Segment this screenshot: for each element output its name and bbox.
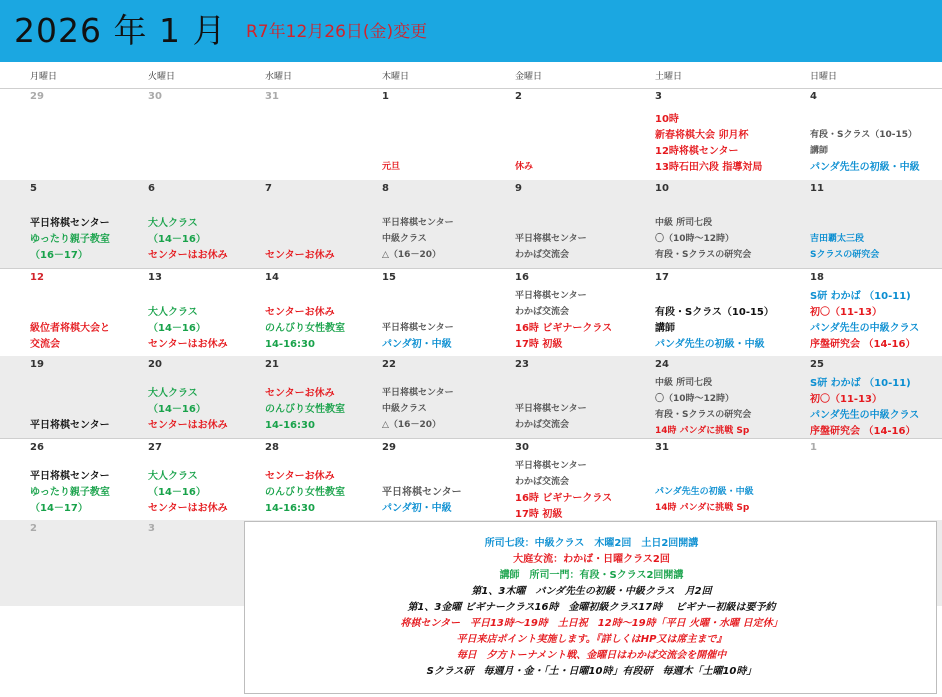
- calendar-event: 10時: [655, 114, 679, 125]
- day-cell[interactable]: [625, 88, 780, 180]
- calendar-event: のんびり女性教室: [265, 487, 345, 498]
- day-cell[interactable]: [0, 180, 118, 268]
- calendar-event: 14-16:30: [265, 503, 315, 514]
- day-number: 20: [148, 359, 162, 370]
- calendar-event: 新春将棋大会 卯月杯: [655, 130, 749, 141]
- calendar-event: センターはお休み: [148, 339, 228, 350]
- day-number: 6: [148, 183, 155, 194]
- calendar-event: 平日将棋センター: [30, 471, 110, 482]
- day-cell[interactable]: [235, 88, 352, 180]
- calendar-event: 初〇（11-13）: [810, 394, 882, 405]
- weekday-4: 金曜日: [515, 72, 543, 82]
- calendar-event: 交流会: [30, 339, 60, 350]
- day-cell[interactable]: [352, 180, 485, 268]
- calendar-event: 平日将棋センター: [382, 218, 454, 228]
- day-number: 22: [382, 359, 396, 370]
- calendar-event: 17時 初級: [515, 339, 563, 350]
- calendar-event: 大人クラス: [148, 471, 198, 482]
- calendar-event: 14-16:30: [265, 420, 315, 431]
- calendar-event: 17時 初級: [515, 509, 563, 520]
- calendar-event: △（16－20）: [382, 250, 441, 260]
- calendar-event: 13時石田六段 指導対局: [655, 162, 763, 173]
- day-number: 13: [148, 272, 162, 283]
- day-number: 18: [810, 272, 824, 283]
- calendar-event: S研 わかば （10-11): [810, 378, 911, 389]
- day-cell[interactable]: [780, 269, 942, 357]
- day-number: 30: [515, 442, 529, 453]
- calendar-event: 級位者将棋大会と: [30, 323, 110, 334]
- info-note: Sクラス研 毎週月・金・「土・日曜10時」有段研 毎週木「土曜10時」: [426, 666, 757, 677]
- calendar-event: 平日将棋センター: [382, 388, 454, 398]
- info-note: 第1、3木曜 パンダ先生の初級・中級クラス 月2回: [471, 586, 712, 597]
- day-number: 17: [655, 272, 669, 283]
- calendar-event: 16時 ビギナークラス: [515, 323, 613, 334]
- day-cell[interactable]: [0, 520, 118, 606]
- day-number: 23: [515, 359, 529, 370]
- weekday-3: 木曜日: [382, 72, 410, 82]
- calendar-event: 平日将棋センター: [515, 234, 587, 244]
- day-cell[interactable]: [118, 439, 235, 521]
- week-row: [0, 88, 942, 180]
- calendar-event: 序盤研究会 （14-16）: [810, 339, 916, 350]
- calendar-event: わかば交流会: [515, 250, 570, 260]
- day-cell[interactable]: [352, 439, 485, 521]
- day-number: 31: [265, 91, 279, 102]
- calendar-event: （14－16）: [148, 323, 206, 334]
- day-cell[interactable]: [352, 269, 485, 357]
- weekday-1: 火曜日: [148, 72, 176, 82]
- day-cell[interactable]: [235, 356, 352, 438]
- day-cell[interactable]: [0, 356, 118, 438]
- calendar-event: パンダ先生の初級・中級: [655, 339, 765, 350]
- day-cell[interactable]: [235, 439, 352, 521]
- day-cell[interactable]: [118, 520, 235, 606]
- day-cell[interactable]: [235, 269, 352, 357]
- calendar-event: パンダ初・中級: [382, 503, 452, 514]
- calendar-event: 平日将棋センター: [515, 461, 587, 471]
- day-cell[interactable]: [485, 269, 625, 357]
- day-cell[interactable]: [0, 439, 118, 521]
- calendar-event: （14－16）: [148, 487, 206, 498]
- day-number: 24: [655, 359, 669, 370]
- day-number: 10: [655, 183, 669, 194]
- weekday-2: 水曜日: [265, 72, 293, 82]
- day-number: 2: [30, 523, 37, 534]
- weekday-5: 土曜日: [655, 72, 683, 82]
- day-cell[interactable]: [118, 269, 235, 357]
- calendar-event: 初〇（11-13）: [810, 307, 882, 318]
- calendar-event: のんびり女性教室: [265, 404, 345, 415]
- calendar-event: S研 わかば （10-11): [810, 291, 911, 302]
- calendar-event: わかば交流会: [515, 477, 570, 487]
- day-cell[interactable]: [625, 439, 780, 521]
- calendar-event: 講師: [810, 146, 829, 156]
- day-number: 25: [810, 359, 824, 370]
- calendar-event: パンダ先生の中級クラス: [810, 410, 920, 421]
- day-number: 8: [382, 183, 389, 194]
- info-note: 所司七段：中級クラス 木曜2回 土日2回開講: [484, 538, 699, 549]
- calendar-event: （14－17）: [30, 503, 88, 514]
- calendar-event: 中級 所司七段: [655, 218, 713, 228]
- day-number: 31: [655, 442, 669, 453]
- calendar-event: わかば交流会: [515, 420, 570, 430]
- calendar-event: センターはお休み: [148, 250, 228, 261]
- weekday-6: 日曜日: [810, 72, 838, 82]
- calendar-event: 講師: [655, 323, 675, 334]
- calendar-event: Sクラスの研究会: [810, 250, 880, 260]
- day-cell[interactable]: [352, 356, 485, 438]
- day-cell[interactable]: [485, 180, 625, 268]
- calendar-event: 14-16:30: [265, 339, 315, 350]
- day-cell[interactable]: [0, 88, 118, 180]
- day-cell[interactable]: [485, 356, 625, 438]
- info-note: 平日来店ポイント実施します。『詳しくはHP又は席主まで』: [456, 634, 727, 645]
- week-row: [0, 268, 942, 357]
- info-note: 大庭女流：わかば・日曜クラス2回: [513, 554, 670, 565]
- info-note: 講師 所司一門：有段・Sクラス2回開講: [499, 570, 684, 581]
- day-cell[interactable]: [485, 439, 625, 521]
- info-note: 将棋センター 平日13時～19時 土日祝 12時～19時「平日 火曜・水曜 日定休」: [400, 618, 783, 629]
- calendar-event: センターお休み: [265, 307, 335, 318]
- calendar-event: ゆったり親子教室: [30, 234, 110, 245]
- week-row: [0, 438, 942, 521]
- calendar-event: 序盤研究会 （14-16）: [810, 426, 916, 437]
- calendar-event: パンダ先生の中級クラス: [810, 323, 920, 334]
- calendar-event: △（16－20）: [382, 420, 441, 430]
- day-cell[interactable]: [780, 180, 942, 268]
- day-number: 26: [30, 442, 44, 453]
- calendar-event: 12時将棋センター: [655, 146, 739, 157]
- calendar-event: 平日将棋センター: [515, 291, 587, 301]
- calendar-event: センターはお休み: [148, 420, 228, 431]
- day-number: 28: [265, 442, 279, 453]
- notes-box: [244, 521, 937, 694]
- day-cell[interactable]: [780, 356, 942, 438]
- calendar-event: ゆったり親子教室: [30, 487, 110, 498]
- revision-note: R7年12月26日(金)変更: [246, 22, 428, 42]
- day-number: 16: [515, 272, 529, 283]
- day-cell[interactable]: [780, 439, 942, 521]
- calendar-event: 14時 パンダに挑戦 Sp: [655, 503, 750, 513]
- day-number: 3: [148, 523, 155, 534]
- day-cell[interactable]: [352, 88, 485, 180]
- day-number: 2: [515, 91, 522, 102]
- calendar-event: 平日将棋センター: [30, 420, 110, 431]
- calendar-event: （14－16）: [148, 404, 206, 415]
- day-number: 7: [265, 183, 272, 194]
- day-number: 30: [148, 91, 162, 102]
- day-number: 15: [382, 272, 396, 283]
- day-cell[interactable]: [485, 88, 625, 180]
- day-cell[interactable]: [118, 356, 235, 438]
- calendar-event: 〇（10時～12時）: [655, 394, 735, 404]
- day-number: 9: [515, 183, 522, 194]
- day-number: 1: [810, 442, 817, 453]
- day-cell[interactable]: [235, 180, 352, 268]
- weekday-header-row: [0, 62, 942, 89]
- day-number: 27: [148, 442, 162, 453]
- calendar-event: （14－16）: [148, 234, 206, 245]
- calendar-event: のんびり女性教室: [265, 323, 345, 334]
- day-number: 14: [265, 272, 279, 283]
- day-number: 4: [810, 91, 817, 102]
- day-number: 19: [30, 359, 44, 370]
- day-number: 29: [30, 91, 44, 102]
- calendar-event: 平日将棋センター: [382, 323, 454, 333]
- calendar-event: 中級 所司七段: [655, 378, 713, 388]
- calendar-event: 大人クラス: [148, 388, 198, 399]
- day-cell[interactable]: [118, 88, 235, 180]
- calendar-event: 大人クラス: [148, 218, 198, 229]
- calendar-event: 中級クラス: [382, 404, 427, 414]
- week-row: [0, 180, 942, 268]
- calendar-event: 平日将棋センター: [382, 487, 462, 498]
- day-cell[interactable]: [625, 269, 780, 357]
- calendar-event: センターお休み: [265, 250, 335, 261]
- calendar-event: パンダ先生の初級・中級: [810, 162, 920, 173]
- weekday-0: 月曜日: [30, 72, 58, 82]
- day-number: 3: [655, 91, 662, 102]
- calendar-event: 平日将棋センター: [30, 218, 110, 229]
- day-cell[interactable]: [118, 180, 235, 268]
- calendar-event: 吉田覇太三段: [810, 234, 865, 244]
- calendar-event: 14時 パンダに挑戦 Sp: [655, 426, 750, 436]
- month-title: 2026 年 1 月: [14, 11, 227, 50]
- day-number: 5: [30, 183, 37, 194]
- info-note: 第1、3金曜 ビギナークラス16時 金曜初級クラス17時 ビギナー初級は要予約: [407, 602, 776, 613]
- day-cell[interactable]: [0, 269, 118, 357]
- calendar-event: 元旦: [382, 162, 401, 172]
- calendar-event: 〇（10時～12時）: [655, 234, 735, 244]
- calendar-event: 有段・Sクラスの研究会: [655, 410, 752, 420]
- calendar-event: わかば交流会: [515, 307, 570, 317]
- calendar-event: 有段・Sクラス（10-15）: [655, 307, 774, 318]
- week-row: [0, 356, 942, 438]
- day-cell[interactable]: [625, 180, 780, 268]
- calendar-event: 16時 ビギナークラス: [515, 493, 613, 504]
- calendar-event: 中級クラス: [382, 234, 427, 244]
- info-note: 毎日 夕方トーナメント戦、金曜日はわかば交流会を開催中: [456, 650, 727, 661]
- calendar-event: 有段・Sクラス（10-15）: [810, 130, 917, 140]
- day-cell[interactable]: [780, 88, 942, 180]
- day-number: 1: [382, 91, 389, 102]
- calendar-event: 大人クラス: [148, 307, 198, 318]
- calendar-event: （16－17）: [30, 250, 88, 261]
- calendar-header: [0, 0, 942, 62]
- day-number: 12: [30, 272, 44, 283]
- day-number: 11: [810, 183, 824, 194]
- day-number: 29: [382, 442, 396, 453]
- day-cell[interactable]: [625, 356, 780, 438]
- calendar-event: 平日将棋センター: [515, 404, 587, 414]
- calendar-event: パンダ先生の初級・中級: [655, 487, 754, 497]
- calendar-event: 休み: [515, 162, 534, 172]
- calendar-event: センターお休み: [265, 471, 335, 482]
- calendar-event: センターお休み: [265, 388, 335, 399]
- day-number: 21: [265, 359, 279, 370]
- calendar-event: センターはお休み: [148, 503, 228, 514]
- calendar-event: 有段・Sクラスの研究会: [655, 250, 752, 260]
- calendar-event: パンダ初・中級: [382, 339, 452, 350]
